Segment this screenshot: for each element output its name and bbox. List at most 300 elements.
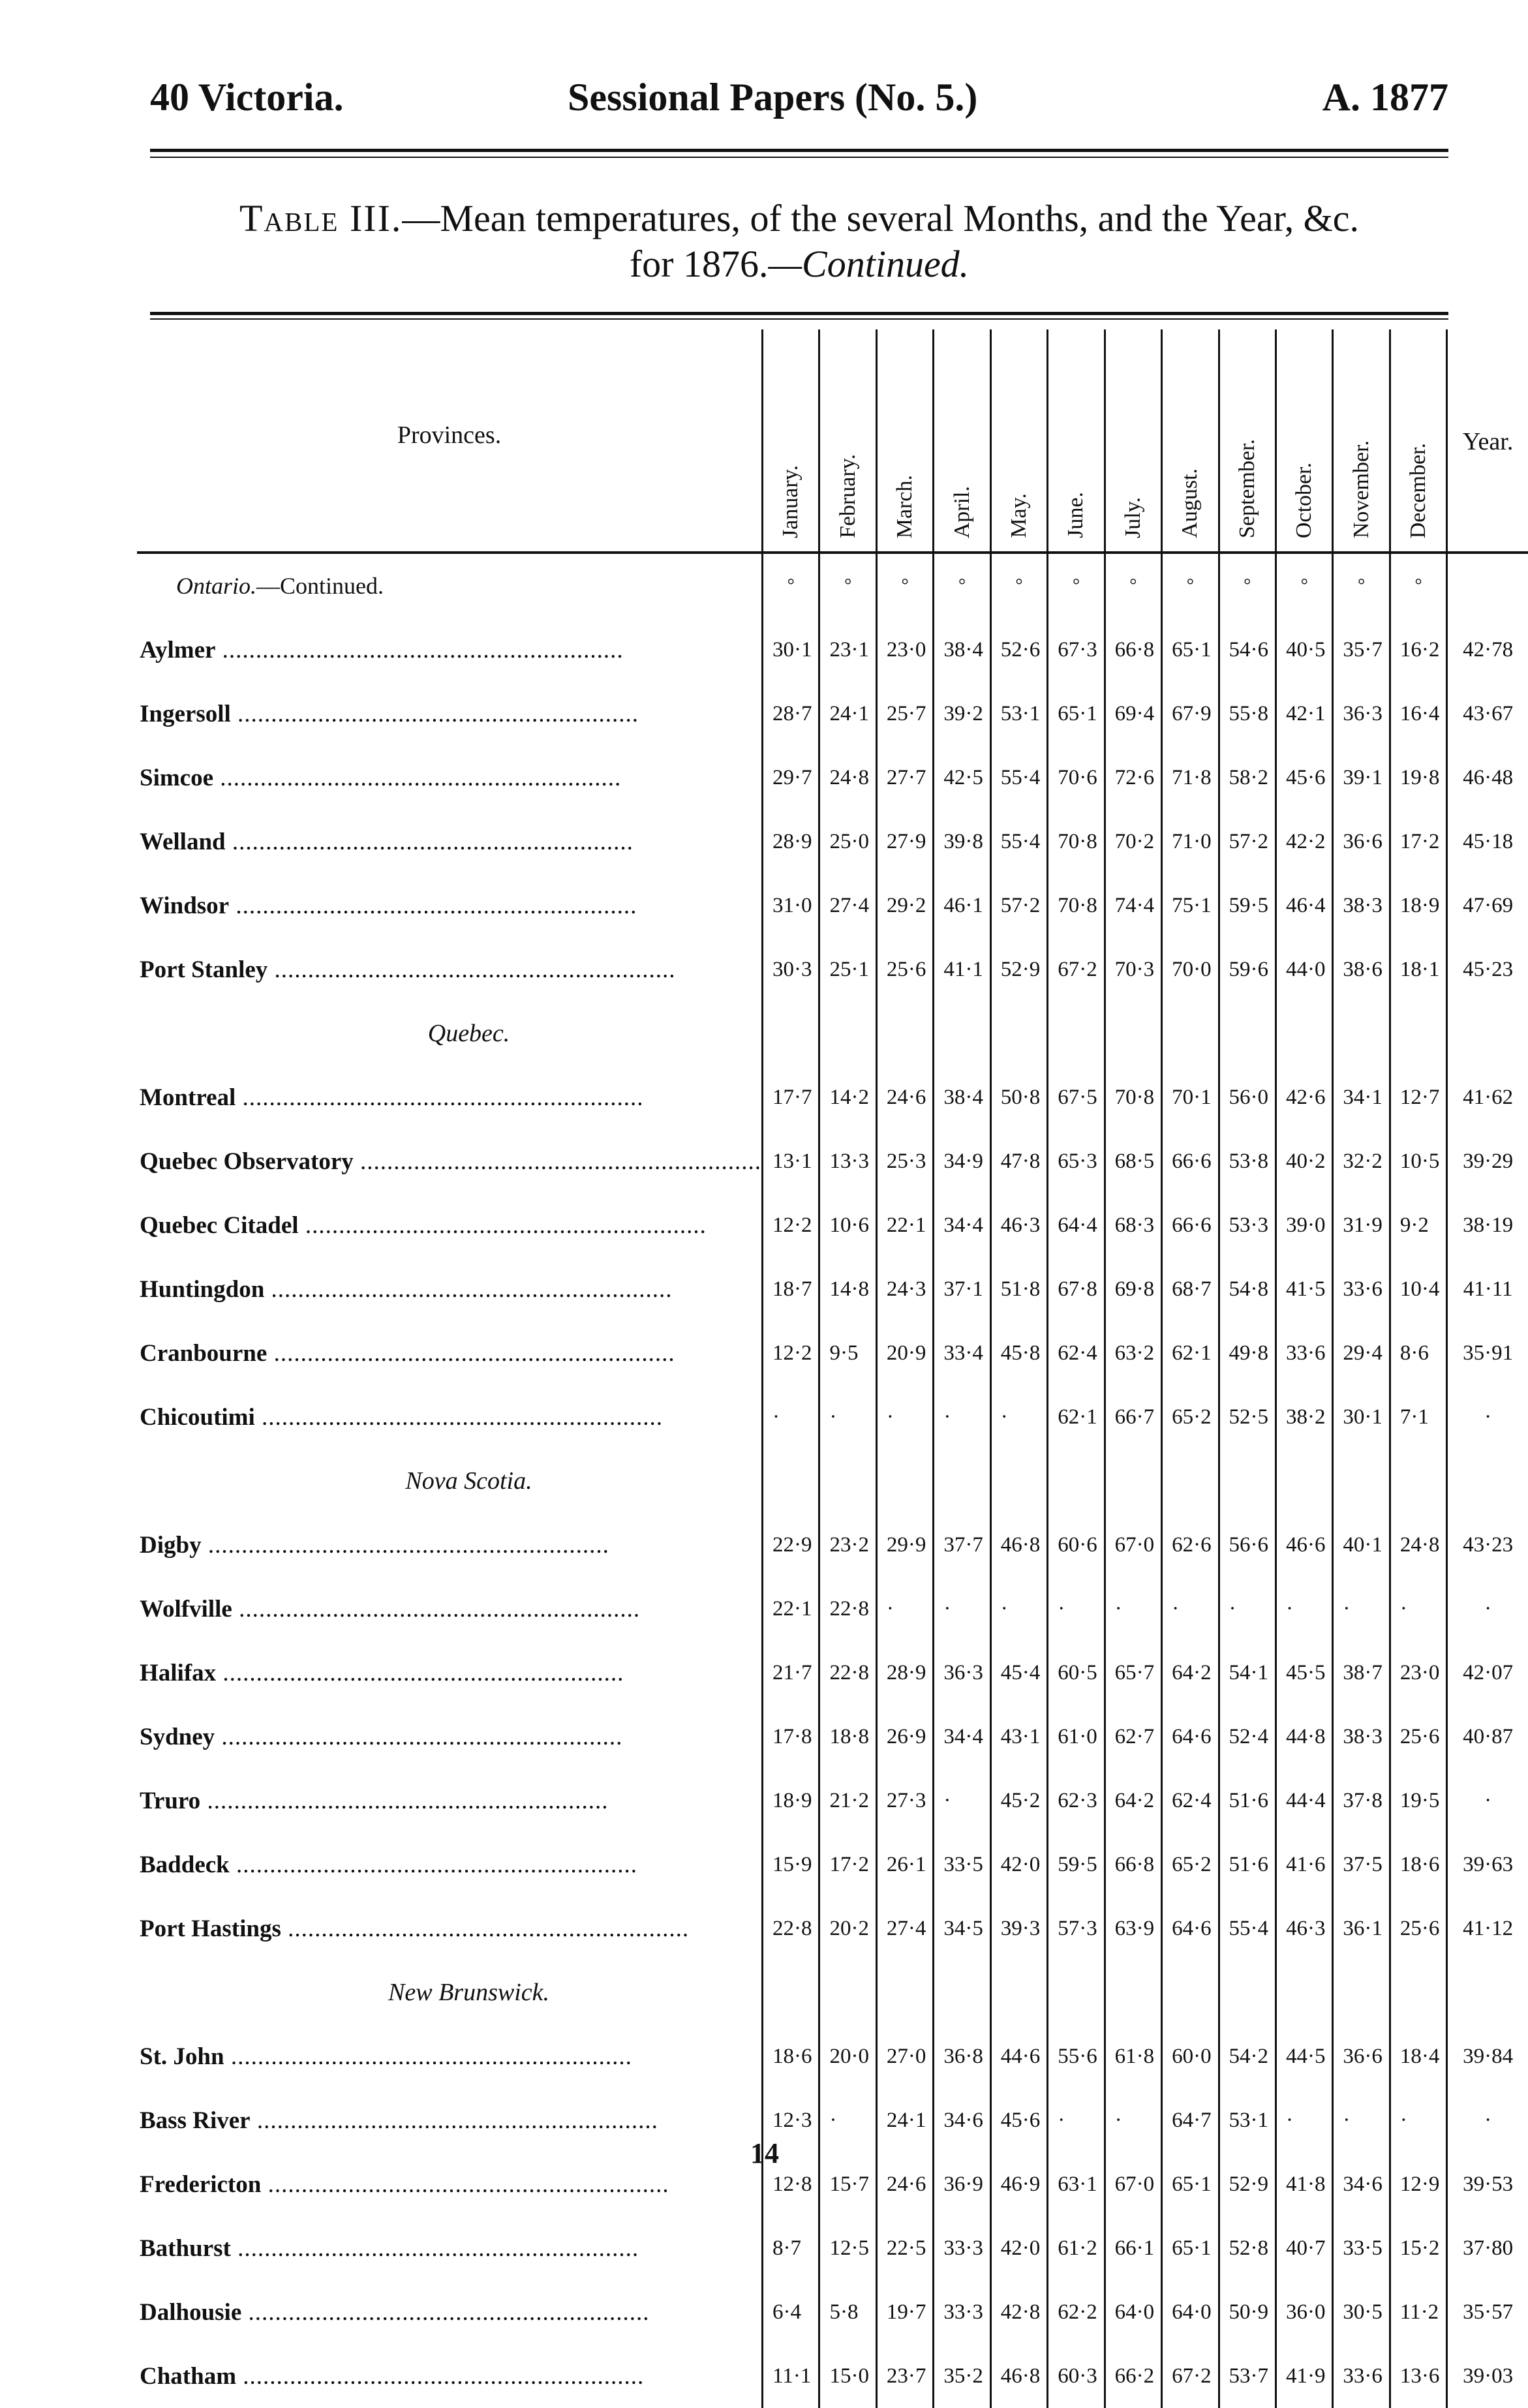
year-mean-cell: 43·23 [1447,1513,1528,1577]
temperature-cell: 51·8 [990,1257,1047,1321]
temperature-cell: 25·0 [819,810,876,874]
year-mean-cell: · [1447,1769,1528,1833]
temperature-cell: 33·3 [934,2280,990,2344]
year-mean-cell: 40·87 [1447,1705,1528,1769]
temperature-cell: 55·4 [1219,1897,1276,1960]
year-mean-cell: 43·67 [1447,682,1528,746]
year-mean-cell: 39·63 [1447,1833,1528,1897]
header-rule-thin [150,157,1448,158]
empty-cell [1333,1960,1390,2024]
temperature-cell: 64·6 [1162,1705,1219,1769]
temperature-cell: 71·0 [1162,810,1219,874]
provinces-header-label: Provinces. [397,421,502,449]
degree-symbol: ° [1048,553,1105,618]
temperature-cell: 21·7 [763,1641,819,1705]
temperature-cell: 64·6 [1162,1897,1219,1960]
temperature-cell: 10·4 [1390,1257,1446,1321]
station-name: Huntingdon [140,1275,265,1303]
degree-symbol: ° [990,553,1047,618]
temperature-cell: 46·3 [990,1193,1047,1257]
temperature-cell: 52·8 [1219,2216,1276,2280]
temperature-cell: 22·9 [763,1513,819,1577]
temperature-cell: 6·4 [763,2280,819,2344]
temperature-cell: 12·9 [1390,2152,1446,2216]
temperature-cell: 40·7 [1276,2216,1332,2280]
year-mean-cell: 41·62 [1447,1065,1528,1129]
temperature-cell: 35·7 [1333,618,1390,682]
temperature-cell: 64·0 [1162,2280,1219,2344]
temperature-cell: 11·1 [763,2344,819,2408]
temperature-cell: 24·6 [876,1065,933,1129]
table-caption [144,196,1455,287]
temperature-cell: 19·5 [1390,1769,1446,1833]
station-cell [137,1833,763,1897]
provinces-column-header [137,329,763,553]
station-cell [137,874,763,937]
month-header [990,329,1047,553]
running-head-title: Sessional Papers (No. 5.) [568,76,978,119]
temperature-cell: 40·2 [1276,1129,1332,1193]
temperature-cell: 53·3 [1219,1193,1276,1257]
temperature-cell: 15·0 [819,2344,876,2408]
station-name: Aylmer [140,636,216,663]
station-cell [137,2344,763,2408]
temperature-cell: 70·1 [1162,1065,1219,1129]
temperature-cell: 14·2 [819,1065,876,1129]
temperature-cell: · [1048,1577,1105,1641]
dot-leader: ............................................................ [201,1531,609,1559]
empty-cell [763,1960,819,2024]
temperature-cell: 46·8 [990,1513,1047,1577]
temperature-cell: 36·6 [1333,2024,1390,2088]
station-name: Truro [140,1787,201,1814]
empty-cell [1219,1960,1276,2024]
empty-cell [1048,1449,1105,1513]
temperature-cell: · [876,1385,933,1449]
temperature-cell: 36·1 [1333,1897,1390,1960]
temperature-cell: 65·3 [1048,1129,1105,1193]
temperature-cell: 18·1 [1390,937,1446,1001]
empty-cell [990,1960,1047,2024]
month-header [1333,329,1390,553]
station-name: Digby [140,1531,202,1559]
temperature-cell: 52·4 [1219,1705,1276,1769]
year-mean-cell: 38·19 [1447,1193,1528,1257]
temperature-cell: 63·2 [1105,1321,1161,1385]
station-cell [137,1897,763,1960]
temperature-cell: 67·0 [1105,2152,1161,2216]
dot-leader: ............................................................ [229,1851,638,1878]
year-mean-cell: 46·48 [1447,746,1528,810]
table-row [137,2216,1528,2280]
temperature-cell: 44·4 [1276,1769,1332,1833]
temperature-cell: 51·6 [1219,1833,1276,1897]
temperature-cell: 42·0 [990,2216,1047,2280]
temperature-cell: · [1162,1577,1219,1641]
station-name: St. John [140,2043,224,2070]
header-rule-thick [150,149,1448,152]
year-cell-empty [1447,553,1528,618]
temperature-cell: 46·8 [990,2344,1047,2408]
temperature-cell: 35·2 [934,2344,990,2408]
temperature-cell: 47·8 [990,1129,1047,1193]
temperature-cell: 34·4 [934,1705,990,1769]
temperature-cell: · [934,1769,990,1833]
station-cell [137,1385,763,1449]
degree-symbol: ° [1333,553,1390,618]
temperature-cell: 36·3 [1333,682,1390,746]
temperature-cell: · [819,1385,876,1449]
temperature-cell: 70·8 [1048,874,1105,937]
temperature-cell: 53·1 [990,682,1047,746]
caption-year: for 1876. [629,243,769,285]
temperature-cell: 59·5 [1219,874,1276,937]
temperature-cell: 57·2 [990,874,1047,937]
month-header-label: June. [1063,492,1088,538]
temperature-cell: 65·2 [1162,1833,1219,1897]
station-name: Simcoe [140,764,214,791]
temperature-cell: 17·7 [763,1065,819,1129]
temperature-cell: 34·4 [934,1193,990,1257]
dot-leader: ............................................................ [298,1212,707,1239]
station-name: Bathurst [140,2234,231,2262]
temperature-cell: 68·3 [1105,1193,1161,1257]
table-row [137,2088,1528,2152]
temperature-cell: 25·1 [819,937,876,1001]
temperature-cell: 54·1 [1219,1641,1276,1705]
temperature-cell: · [1333,1577,1390,1641]
dot-leader: ............................................................ [232,1595,641,1623]
station-cell [137,1257,763,1321]
temperature-cell: 62·1 [1048,1385,1105,1449]
dot-leader: ............................................................ [216,1659,624,1686]
month-header-label: October. [1292,462,1317,538]
temperature-cell: 13·6 [1390,2344,1446,2408]
temperature-cell: 52·5 [1219,1385,1276,1449]
month-header-label: December. [1406,442,1431,538]
temperature-cell: 55·8 [1219,682,1276,746]
empty-cell [876,1449,933,1513]
station-cell [137,746,763,810]
temperature-cell: 59·6 [1219,937,1276,1001]
temperature-cell: 9·2 [1390,1193,1446,1257]
temperature-cell: 72·6 [1105,746,1161,810]
temperature-cell: 70·2 [1105,810,1161,874]
temperature-cell: 5·8 [819,2280,876,2344]
temperature-cell: 62·4 [1162,1769,1219,1833]
temperature-cell: 67·9 [1162,682,1219,746]
empty-cell [763,1449,819,1513]
temperature-cell: 62·3 [1048,1769,1105,1833]
empty-cell [1048,1960,1105,2024]
temperature-cell: · [1276,1577,1332,1641]
dot-leader: ............................................................ [353,1148,762,1175]
temperature-cell: 56·0 [1219,1065,1276,1129]
continued-label: —Continued. [256,573,384,599]
degree-symbol: ° [819,553,876,618]
temperature-cell: 27·7 [876,746,933,810]
temperature-cell: 40·5 [1276,618,1332,682]
empty-cell [876,1001,933,1065]
temperature-cell: 46·3 [1276,1897,1332,1960]
temperature-cell: · [819,2088,876,2152]
temperature-cell: 62·6 [1162,1513,1219,1577]
temperature-cell: 18·4 [1390,2024,1446,2088]
month-header-label: May. [1007,493,1031,538]
temperature-cell: 70·8 [1048,810,1105,874]
temperature-cell: 65·1 [1162,618,1219,682]
table-row [137,1577,1528,1641]
station-name: Bass River [140,2107,251,2134]
station-cell [137,1577,763,1641]
temperature-cell: 46·4 [1276,874,1332,937]
month-header [1390,329,1446,553]
temperature-cell: 39·0 [1276,1193,1332,1257]
dot-leader: ............................................................ [267,956,676,983]
temperature-cell: 42·8 [990,2280,1047,2344]
temperature-cell: 36·8 [934,2024,990,2088]
empty-cell [934,1001,990,1065]
temperature-cell: · [1048,2088,1105,2152]
temperature-cell: 46·1 [934,874,990,937]
temperature-cell: 20·2 [819,1897,876,1960]
station-cell [137,1769,763,1833]
degree-symbol: ° [1105,553,1161,618]
temperature-cell: 18·9 [1390,874,1446,937]
temperature-cell: 39·3 [990,1897,1047,1960]
temperature-cell: 64·0 [1105,2280,1161,2344]
section-row-new-brunswick [137,1960,1528,2024]
temperature-cell: 62·1 [1162,1321,1219,1385]
temperature-cell: 17·8 [763,1705,819,1769]
table-row [137,1897,1528,1960]
temperature-cell: 66·8 [1105,1833,1161,1897]
temperature-cell: 63·1 [1048,2152,1105,2216]
temperature-cell: 65·1 [1162,2152,1219,2216]
temperature-cell: 45·4 [990,1641,1047,1705]
degree-symbol: ° [1390,553,1446,618]
temperature-cell: 14·8 [819,1257,876,1321]
table-row [137,746,1528,810]
temperature-cell: 27·0 [876,2024,933,2088]
temperature-cell: 34·9 [934,1129,990,1193]
empty-cell [1333,1449,1390,1513]
empty-cell [1105,1001,1161,1065]
table-row [137,1321,1528,1385]
station-cell [137,618,763,682]
temperature-cell: 27·4 [819,874,876,937]
temperature-cell: 53·8 [1219,1129,1276,1193]
year-header-label: Year. [1462,428,1514,455]
ontario-label: Ontario. [176,573,257,599]
empty-cell [1162,1960,1219,2024]
temperature-cell: 60·5 [1048,1641,1105,1705]
temperature-cell: 42·5 [934,746,990,810]
caption-rule-thin [150,318,1448,320]
month-header [1048,329,1105,553]
temperature-cell: · [876,1577,933,1641]
station-cell [137,2152,763,2216]
temperature-cell: 66·2 [1105,2344,1161,2408]
temperature-cell: · [1390,2088,1446,2152]
degree-symbol: ° [1276,553,1332,618]
year-mean-cell: 35·57 [1447,2280,1528,2344]
temperature-table [137,329,1528,2408]
temperature-cell: 17·2 [819,1833,876,1897]
temperature-cell: 42·2 [1276,810,1332,874]
temperature-cell: 38·2 [1276,1385,1332,1449]
temperature-cell: 66·7 [1105,1385,1161,1449]
temperature-cell: 7·1 [1390,1385,1446,1449]
year-column-header [1447,329,1528,553]
temperature-cell: 12·3 [763,2088,819,2152]
temperature-cell: 37·7 [934,1513,990,1577]
temperature-cell: 55·6 [1048,2024,1105,2088]
temperature-cell: 25·6 [876,937,933,1001]
temperature-cell: 36·3 [934,1641,990,1705]
dot-leader: ............................................................ [215,636,624,663]
temperature-cell: 50·9 [1219,2280,1276,2344]
empty-cell [876,1960,933,2024]
temperature-cell: 40·1 [1333,1513,1390,1577]
temperature-cell: 68·7 [1162,1257,1219,1321]
month-header-label: March. [893,474,917,538]
temperature-cell: 26·9 [876,1705,933,1769]
temperature-cell: 46·9 [990,2152,1047,2216]
temperature-cell: 41·8 [1276,2152,1332,2216]
temperature-cell: 66·6 [1162,1193,1219,1257]
year-mean-cell: 45·18 [1447,810,1528,874]
temperature-cell: 61·0 [1048,1705,1105,1769]
temperature-cell: 22·8 [819,1641,876,1705]
section-row-quebec [137,1001,1528,1065]
year-mean-cell: 41·11 [1447,1257,1528,1321]
temperature-cell: 23·7 [876,2344,933,2408]
dot-leader: ............................................................ [281,1915,690,1942]
dot-leader: ............................................................ [213,764,622,791]
temperature-cell: 29·2 [876,874,933,937]
station-name: Quebec Citadel [140,1212,299,1239]
table-label: Table III. [239,197,403,239]
table-row [137,1385,1528,1449]
temperature-cell: 30·1 [763,618,819,682]
temperature-cell: 62·4 [1048,1321,1105,1385]
temperature-cell: 11·2 [1390,2280,1446,2344]
temperature-cell: 13·1 [763,1129,819,1193]
empty-cell [819,1001,876,1065]
temperature-cell: · [1276,2088,1332,2152]
header-row [137,329,1528,553]
temperature-cell: 44·5 [1276,2024,1332,2088]
dot-leader: ............................................................ [254,1403,664,1431]
temperature-cell: 74·4 [1105,874,1161,937]
temperature-cell: 10·5 [1390,1129,1446,1193]
temperature-cell: 15·9 [763,1833,819,1897]
dot-leader: ............................................................ [267,1339,675,1367]
temperature-cell: 52·9 [1219,2152,1276,2216]
dot-leader: ............................................................ [229,892,637,919]
table-row [137,1257,1528,1321]
temperature-cell: 65·1 [1048,682,1105,746]
temperature-cell: 41·5 [1276,1257,1332,1321]
temperature-cell: 57·2 [1219,810,1276,874]
temperature-cell: 33·5 [1333,2216,1390,2280]
temperature-cell: 22·5 [876,2216,933,2280]
temperature-cell: 23·0 [1390,1641,1446,1705]
temperature-cell: 44·0 [1276,937,1332,1001]
temperature-cell: 42·1 [1276,682,1332,746]
table-row [137,1641,1528,1705]
empty-cell [1105,1449,1161,1513]
table-row [137,1065,1528,1129]
temperature-cell: 70·6 [1048,746,1105,810]
temperature-cell: 49·8 [1219,1321,1276,1385]
temperature-cell: 33·3 [934,2216,990,2280]
table-row [137,810,1528,874]
caption-rule-thick [150,312,1448,315]
table-row [137,1769,1528,1833]
temperature-cell: 39·2 [934,682,990,746]
temperature-cell: 53·7 [1219,2344,1276,2408]
temperature-cell: 30·3 [763,937,819,1001]
temperature-cell: 22·8 [763,1897,819,1960]
dot-leader: ............................................................ [230,700,639,727]
page-number: 14 [750,2137,779,2169]
temperature-cell: 45·6 [1276,746,1332,810]
station-name: Chatham [140,2362,237,2390]
temperature-cell: 34·6 [1333,2152,1390,2216]
running-head-session: 40 Victoria. [150,76,344,119]
station-name: Welland [140,828,226,855]
station-cell [137,2280,763,2344]
station-cell [137,2024,763,2088]
year-mean-cell: 35·91 [1447,1321,1528,1385]
dot-leader: ............................................................ [225,828,634,855]
station-name: Dalhousie [140,2298,242,2326]
temperature-cell: 19·7 [876,2280,933,2344]
station-name: Montreal [140,1084,236,1111]
temperature-cell: 41·9 [1276,2344,1332,2408]
temperature-cell: 31·0 [763,874,819,937]
degree-symbol: ° [763,553,819,618]
dot-leader: ............................................................ [224,2043,632,2070]
station-cell [137,1129,763,1193]
station-name: Windsor [140,892,230,919]
temperature-cell: 59·5 [1048,1833,1105,1897]
dot-leader: ............................................................ [236,1084,644,1111]
temperature-cell: 18·9 [763,1769,819,1833]
temperature-cell: 18·7 [763,1257,819,1321]
empty-cell [1048,1001,1105,1065]
empty-cell [1333,1001,1390,1065]
temperature-cell: 16·2 [1390,618,1446,682]
empty-cell [1447,1449,1528,1513]
temperature-cell: 24·6 [876,2152,933,2216]
temperature-cell: 62·7 [1105,1705,1161,1769]
month-header [1105,329,1161,553]
temperature-cell: 75·1 [1162,874,1219,937]
temperature-cell: · [934,1385,990,1449]
temperature-cell: 69·4 [1105,682,1161,746]
table-row [137,682,1528,746]
empty-cell [1390,1001,1446,1065]
month-header [1162,329,1219,553]
temperature-cell: 10·6 [819,1193,876,1257]
month-header [1276,329,1332,553]
station-cell [137,1193,763,1257]
temperature-cell: 64·7 [1162,2088,1219,2152]
year-mean-cell: 39·84 [1447,2024,1528,2088]
